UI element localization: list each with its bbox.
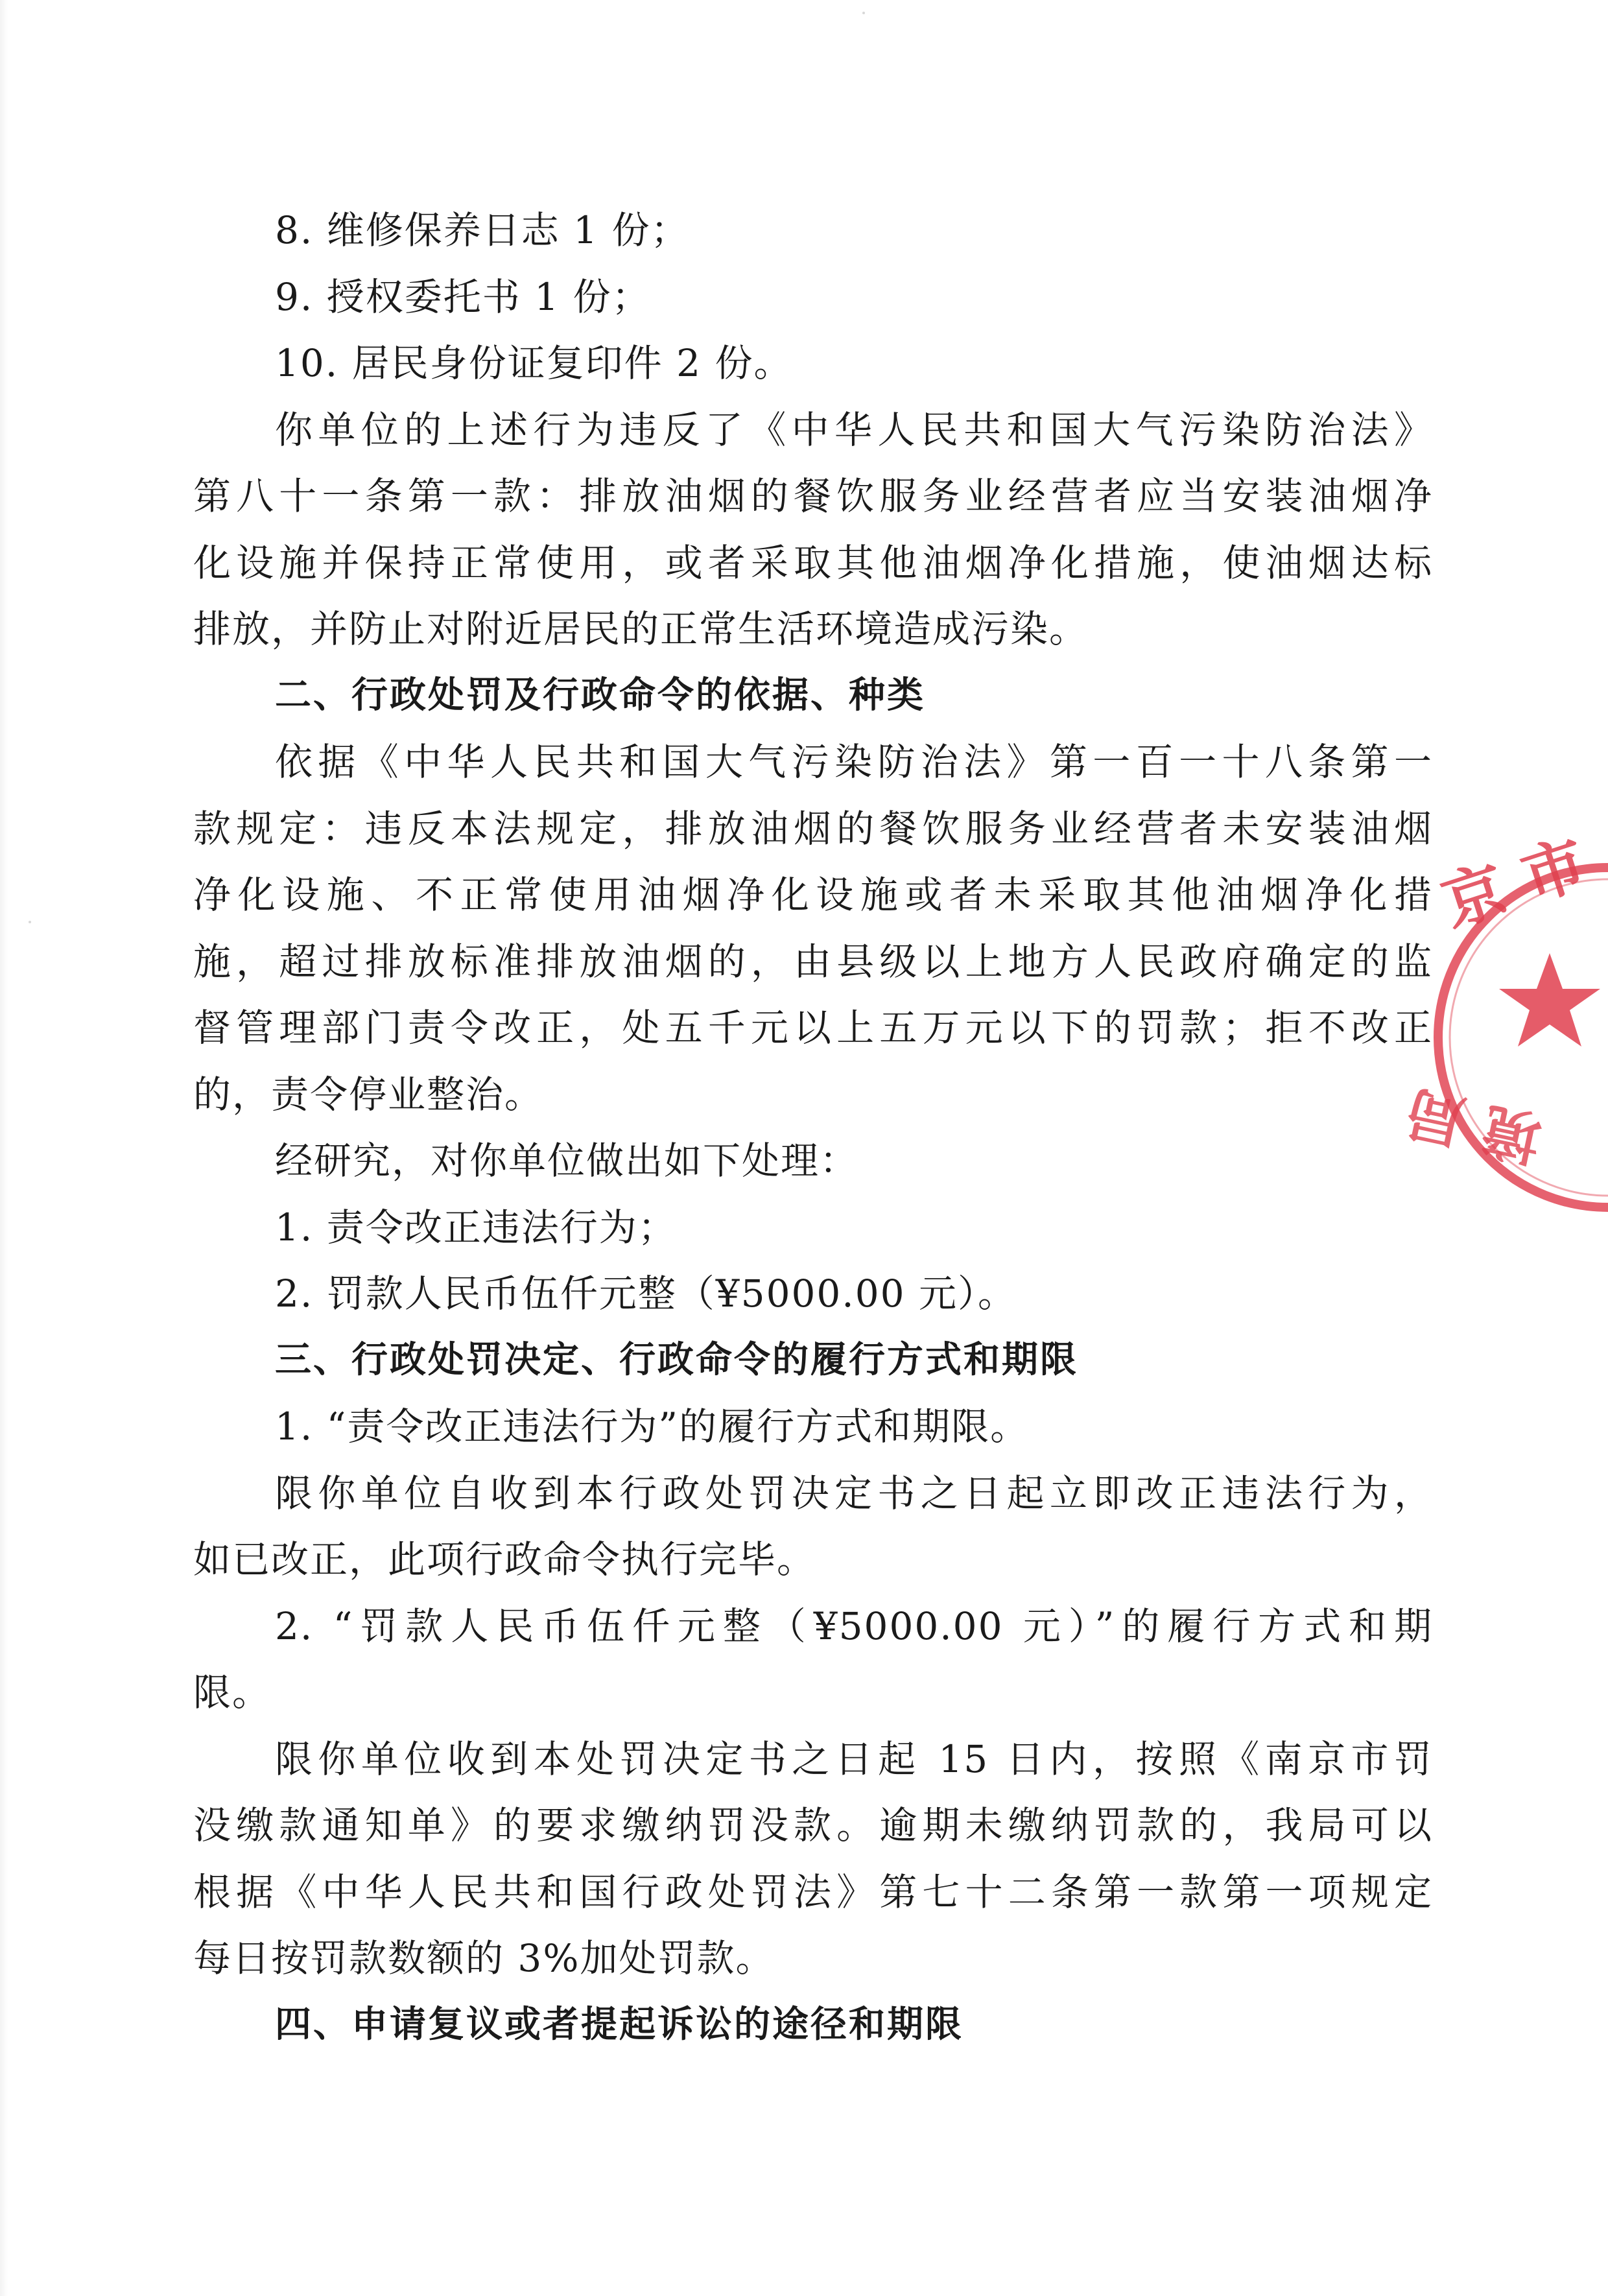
decision-intro: 经研究，对你单位做出如下处理：	[275, 1139, 859, 1183]
section-heading-2: 二、行政处罚及行政命令的依据、种类	[275, 674, 925, 716]
official-seal	[1399, 826, 1608, 1219]
basis-line: 的，责令停业整治。	[193, 1072, 544, 1117]
basis-line: 依据《中华人民共和国大气污染防治法》第一百一十八条第一	[275, 740, 1433, 784]
subsection-2-line: 没缴款通知单》的要求缴纳罚没款。逾期未缴纳罚款的，我局可以	[193, 1803, 1433, 1847]
violation-line: 排放，并防止对附近居民的正常生活环境造成污染。	[193, 607, 1089, 651]
subsection-title-2: 2. “罚款人民币伍仟元整（¥5000.00 元）”的履行方式和期	[275, 1604, 1433, 1648]
subsection-title-2: 限。	[193, 1670, 272, 1714]
violation-line: 化设施并保持正常使用，或者采取其他油烟净化措施，使油烟达标	[193, 540, 1433, 585]
basis-line: 督管理部门责令改正，处五千元以上五万元以下的罚款；拒不改正	[193, 1006, 1433, 1050]
scan-speck	[29, 921, 31, 923]
subsection-2-line: 每日按罚款数额的 3%加处罚款。	[193, 1936, 775, 1980]
basis-line: 施，超过排放标准排放油烟的，由县级以上地方人民政府确定的监	[193, 939, 1433, 984]
document-body	[193, 197, 1433, 2058]
basis-line: 净化设施、不正常使用油烟净化设施或者未采取其他油烟净化措	[193, 873, 1433, 917]
attachment-item-9: 9. 授权委托书 1 份；	[275, 274, 651, 319]
seal-text-bottom: 境 局	[1399, 1077, 1548, 1173]
subsection-title-1: 1. “责令改正违法行为”的履行方式和期限。	[275, 1404, 1030, 1449]
decision-item: 1. 责令改正违法行为；	[275, 1205, 677, 1249]
attachment-item-8: 8. 维修保养日志 1 份；	[275, 208, 690, 252]
section-heading-3: 三、行政处罚决定、行政命令的履行方式和期限	[275, 1338, 1078, 1381]
decision-item: 2. 罚款人民币伍仟元整（¥5000.00 元）。	[275, 1272, 1017, 1316]
basis-line: 款规定：违反本法规定，排放油烟的餐饮服务业经营者未安装油烟	[193, 806, 1433, 851]
seal-text-top: 京 市	[1434, 826, 1596, 941]
scan-speck	[862, 12, 865, 14]
seal-graphic	[1399, 826, 1608, 1219]
subsection-2-line: 限你单位收到本处罚决定书之日起 15 日内，按照《南京市罚	[275, 1736, 1433, 1781]
seal-star-icon	[1499, 953, 1600, 1047]
attachment-item-10: 10. 居民身份证复印件 2 份。	[275, 341, 793, 385]
violation-line: 你单位的上述行为违反了《中华人民共和国大气污染防治法》	[275, 407, 1433, 452]
subsection-1-line: 限你单位自收到本行政处罚决定书之日起立即改正违法行为，	[275, 1471, 1433, 1515]
subsection-1-line: 如已改正，此项行政命令执行完毕。	[193, 1537, 816, 1581]
violation-line: 第八十一条第一款：排放油烟的餐饮服务业经营者应当安装油烟净	[193, 474, 1433, 518]
subsection-2-line: 根据《中华人民共和国行政处罚法》第七十二条第一款第一项规定	[193, 1869, 1433, 1914]
scan-edge	[0, 0, 8, 2296]
section-heading-4: 四、申请复议或者提起诉讼的途径和期限	[275, 2003, 964, 2046]
